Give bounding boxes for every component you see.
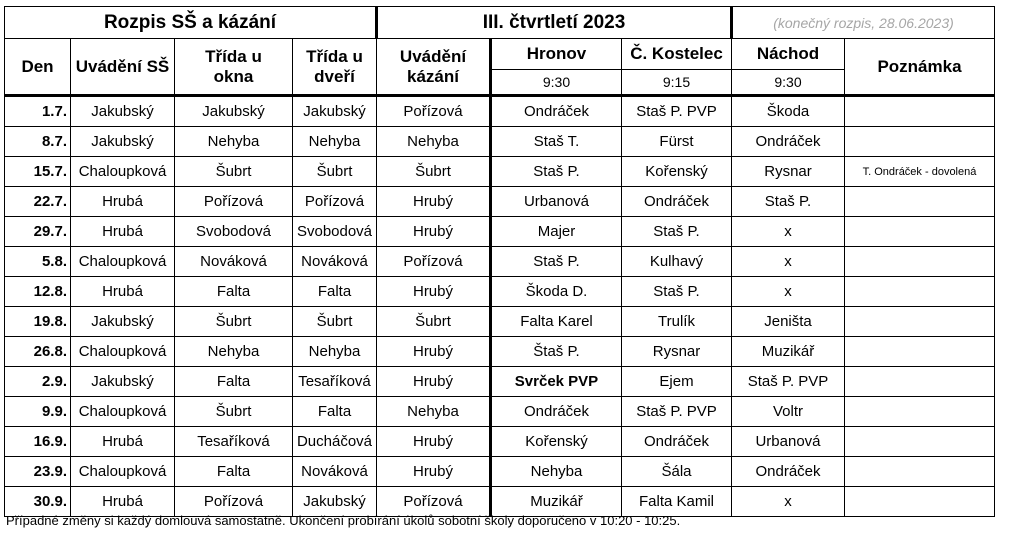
cell-sermon: Šubrt [377, 157, 491, 187]
table-row [5, 277, 995, 307]
cell-window-class: Pořízová [175, 487, 293, 517]
cell-nachod: Ondráček [732, 457, 845, 487]
cell-kostelec: Staš P. [622, 277, 732, 307]
cell-door-class: Nehyba [293, 337, 377, 367]
cell-remark [845, 217, 995, 247]
cell-door-class: Nehyba [293, 127, 377, 157]
cell-remark [845, 96, 995, 127]
cell-nachod: x [732, 217, 845, 247]
cell-remark [845, 457, 995, 487]
cell-day: 1.7. [5, 96, 71, 127]
table-row [5, 187, 995, 217]
header-day: Den [5, 39, 71, 96]
cell-sermon: Hrubý [377, 457, 491, 487]
cell-nachod: Rysnar [732, 157, 845, 187]
cell-door-class: Ducháčová [293, 427, 377, 457]
cell-window-class: Pořízová [175, 187, 293, 217]
cell-door-class: Šubrt [293, 307, 377, 337]
table-row [5, 397, 995, 427]
cell-remark [845, 397, 995, 427]
cell-hronov: Kořenský [491, 427, 622, 457]
cell-hronov: Ondráček [491, 96, 622, 127]
cell-nachod: Staš P. [732, 187, 845, 217]
cell-day: 8.7. [5, 127, 71, 157]
cell-remark [845, 127, 995, 157]
cell-kostelec: Staš P. PVP [622, 397, 732, 427]
cell-sermon: Nehyba [377, 127, 491, 157]
cell-door-class: Tesaříková [293, 367, 377, 397]
cell-remark [845, 277, 995, 307]
cell-day: 30.9. [5, 487, 71, 517]
cell-sermon: Pořízová [377, 247, 491, 277]
header-door-line2: dveří [314, 66, 355, 86]
header-window-class [175, 39, 293, 96]
schedule-title: Rozpis SŠ a kázání [5, 7, 377, 39]
cell-day: 23.9. [5, 457, 71, 487]
cell-window-class: Jakubský [175, 96, 293, 127]
table-row [5, 427, 995, 457]
cell-door-class: Šubrt [293, 157, 377, 187]
table-row [5, 487, 995, 517]
cell-hronov: Staš P. [491, 157, 622, 187]
cell-remark [845, 367, 995, 397]
cell-door-class: Pořízová [293, 187, 377, 217]
cell-door-class: Falta [293, 277, 377, 307]
cell-nachod: Staš P. PVP [732, 367, 845, 397]
cell-nachod: Jeništa [732, 307, 845, 337]
table-row [5, 457, 995, 487]
cell-nachod: x [732, 487, 845, 517]
footer-note: Případné změny si každý domlouvá samostatně. Ukončení probírání úkolů sobotní školy doporučeno v 10:20 - 10:25. [6, 513, 681, 528]
cell-nachod: Muzikář [732, 337, 845, 367]
cell-window-class: Nehyba [175, 337, 293, 367]
table-row [5, 96, 995, 127]
quarter-title: III. čtvrtletí 2023 [377, 7, 732, 39]
cell-ss: Hrubá [71, 427, 175, 457]
cell-ss: Hrubá [71, 487, 175, 517]
cell-hronov: Nehyba [491, 457, 622, 487]
cell-nachod: Voltr [732, 397, 845, 427]
cell-ss: Jakubský [71, 367, 175, 397]
cell-day: 16.9. [5, 427, 71, 457]
header-sermon-line2: kázání [407, 66, 459, 86]
cell-hronov: Ondráček [491, 397, 622, 427]
cell-door-class: Falta [293, 397, 377, 427]
cell-remark [845, 247, 995, 277]
cell-window-class: Šubrt [175, 307, 293, 337]
cell-window-class: Falta [175, 277, 293, 307]
cell-ss: Chaloupková [71, 397, 175, 427]
cell-hronov: Majer [491, 217, 622, 247]
cell-window-class: Svobodová [175, 217, 293, 247]
header-remark: Poznámka [845, 39, 995, 96]
cell-hronov: Škoda D. [491, 277, 622, 307]
header-nachod: Náchod [732, 39, 845, 70]
cell-nachod: Škoda [732, 96, 845, 127]
table-row [5, 217, 995, 247]
cell-kostelec: Kulhavý [622, 247, 732, 277]
schedule-table [4, 6, 995, 517]
cell-kostelec: Falta Kamil [622, 487, 732, 517]
header-sermon [377, 39, 491, 96]
time-kostelec: 9:15 [622, 70, 732, 96]
cell-window-class: Šubrt [175, 157, 293, 187]
cell-window-class: Falta [175, 367, 293, 397]
time-nachod: 9:30 [732, 70, 845, 96]
header-window-line1: Třída u [205, 46, 262, 66]
cell-hronov: Štaš P. [491, 337, 622, 367]
cell-remark [845, 337, 995, 367]
cell-sermon: Hrubý [377, 187, 491, 217]
cell-nachod: x [732, 247, 845, 277]
table-row [5, 367, 995, 397]
header-sermon-line1: Uvádění [399, 46, 467, 66]
cell-day: 9.9. [5, 397, 71, 427]
cell-ss: Jakubský [71, 307, 175, 337]
cell-kostelec: Trulík [622, 307, 732, 337]
cell-door-class: Svobodová [293, 217, 377, 247]
cell-sermon: Hrubý [377, 217, 491, 247]
cell-door-class: Nováková [293, 457, 377, 487]
cell-day: 19.8. [5, 307, 71, 337]
final-schedule-note: (konečný rozpis, 28.06.2023) [732, 7, 995, 39]
cell-hronov: Staš T. [491, 127, 622, 157]
cell-sermon: Hrubý [377, 367, 491, 397]
cell-day: 5.8. [5, 247, 71, 277]
header-ss: Uvádění SŠ [71, 39, 175, 96]
cell-nachod: Ondráček [732, 127, 845, 157]
cell-remark [845, 427, 995, 457]
cell-window-class: Tesaříková [175, 427, 293, 457]
cell-sermon: Hrubý [377, 277, 491, 307]
cell-ss: Hrubá [71, 277, 175, 307]
cell-kostelec: Šála [622, 457, 732, 487]
cell-kostelec: Ejem [622, 367, 732, 397]
cell-ss: Hrubá [71, 217, 175, 247]
cell-kostelec: Staš P. [622, 217, 732, 247]
cell-kostelec: Fürst [622, 127, 732, 157]
header-kostelec: Č. Kostelec [622, 39, 732, 70]
cell-door-class: Jakubský [293, 487, 377, 517]
table-row [5, 337, 995, 367]
cell-day: 29.7. [5, 217, 71, 247]
cell-window-class: Nehyba [175, 127, 293, 157]
cell-ss: Hrubá [71, 187, 175, 217]
cell-nachod: x [732, 277, 845, 307]
table-row [5, 307, 995, 337]
header-door-line1: Třída u [306, 46, 363, 66]
cell-ss: Jakubský [71, 96, 175, 127]
table-row [5, 247, 995, 277]
cell-remark [845, 307, 995, 337]
cell-remark: T. Ondráček - dovolená [845, 157, 995, 187]
cell-kostelec: Kořenský [622, 157, 732, 187]
header-window-line2: okna [213, 66, 254, 86]
cell-sermon: Hrubý [377, 337, 491, 367]
table-row [5, 157, 995, 187]
time-hronov: 9:30 [491, 70, 622, 96]
cell-window-class: Nováková [175, 247, 293, 277]
cell-day: 22.7. [5, 187, 71, 217]
cell-remark [845, 187, 995, 217]
cell-kostelec: Ondráček [622, 427, 732, 457]
cell-sermon: Pořízová [377, 487, 491, 517]
header-door-class [293, 39, 377, 96]
cell-ss: Chaloupková [71, 337, 175, 367]
cell-ss: Chaloupková [71, 247, 175, 277]
cell-sermon: Nehyba [377, 397, 491, 427]
cell-remark [845, 487, 995, 517]
cell-hronov: Muzikář [491, 487, 622, 517]
cell-day: 15.7. [5, 157, 71, 187]
cell-door-class: Jakubský [293, 96, 377, 127]
cell-ss: Chaloupková [71, 157, 175, 187]
cell-kostelec: Rysnar [622, 337, 732, 367]
cell-hronov: Svrček PVP [491, 367, 622, 397]
cell-ss: Chaloupková [71, 457, 175, 487]
cell-hronov: Urbanová [491, 187, 622, 217]
cell-day: 12.8. [5, 277, 71, 307]
cell-kostelec: Staš P. PVP [622, 96, 732, 127]
cell-nachod: Urbanová [732, 427, 845, 457]
cell-sermon: Šubrt [377, 307, 491, 337]
cell-window-class: Šubrt [175, 397, 293, 427]
cell-day: 2.9. [5, 367, 71, 397]
cell-sermon: Hrubý [377, 427, 491, 457]
cell-window-class: Falta [175, 457, 293, 487]
header-hronov: Hronov [491, 39, 622, 70]
cell-ss: Jakubský [71, 127, 175, 157]
cell-kostelec: Ondráček [622, 187, 732, 217]
cell-sermon: Pořízová [377, 96, 491, 127]
cell-door-class: Nováková [293, 247, 377, 277]
table-row [5, 127, 995, 157]
cell-day: 26.8. [5, 337, 71, 367]
cell-hronov: Staš P. [491, 247, 622, 277]
cell-hronov: Falta Karel [491, 307, 622, 337]
